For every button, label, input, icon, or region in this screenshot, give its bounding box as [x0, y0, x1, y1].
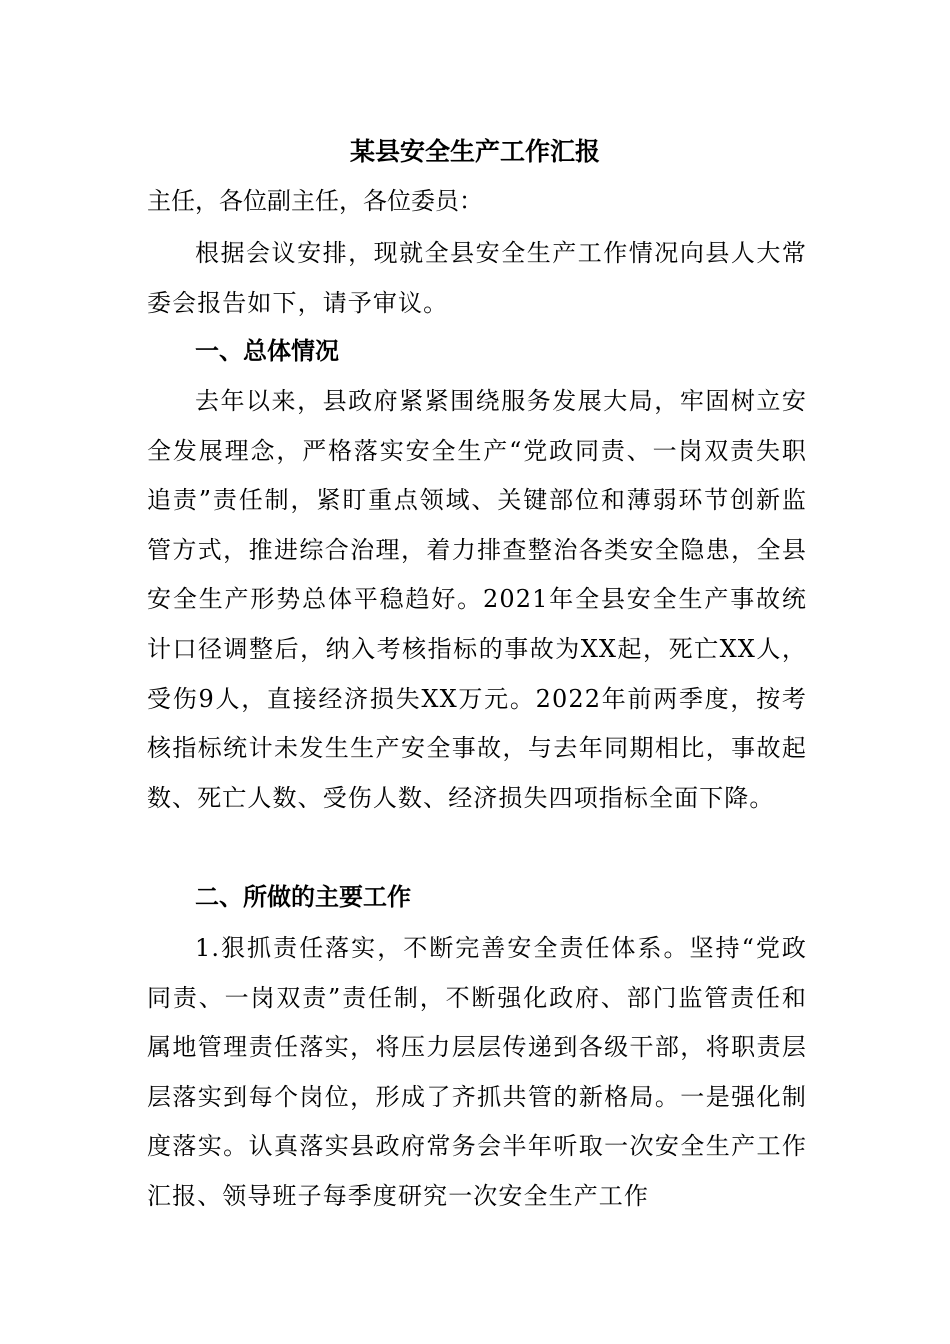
document-title: 某县安全生产工作汇报 [349, 137, 600, 166]
section-heading-main-work: 二、所做的主要工作 [195, 883, 411, 911]
overview-paragraph: 去年以来，县政府紧紧围绕服务发展大局，牢固树立安全发展理念，严格落实安全生产“党政同责、一岗双责失职追责”责任制，紧盯重点领域、关键部位和薄弱环节创新监管方式，推进综合治理，着力排查整治各类安全隐患，全县安全生产形势总体平稳趋好。2021年全县安全生产事故统计口径调整后，纳入考核指标的事故为XX起，死亡XX人，受伤9人，直接经济损失XX万元。2022年前两季度，按考核指标统计未发生生产安全事故，与去年同期相比，事故起数、死亡人数、受伤人数、经济损失四项指标全面下降。 [147, 387, 807, 812]
salutation: 主任，各位副主任，各位委员： [147, 187, 483, 215]
main-work-paragraph: 1.狠抓责任落实，不断完善安全责任体系。坚持“党政同责、一岗双责”责任制，不断强化政府、部门监管责任和属地管理责任落实，将压力层层传递到各级干部，将职责层层落实到每个岗位，形成了齐抓共管的新格局。一是强化制度落实。认真落实县政府常务会半年听取一次安全生产工作汇报、领导班子每季度研究一次安全生产工作 [147, 934, 807, 1210]
intro-paragraph: 根据会议安排，现就全县安全生产工作情况向县人大常委会报告如下，请予审议。 [147, 239, 807, 317]
section-heading-overview: 一、总体情况 [195, 337, 339, 365]
